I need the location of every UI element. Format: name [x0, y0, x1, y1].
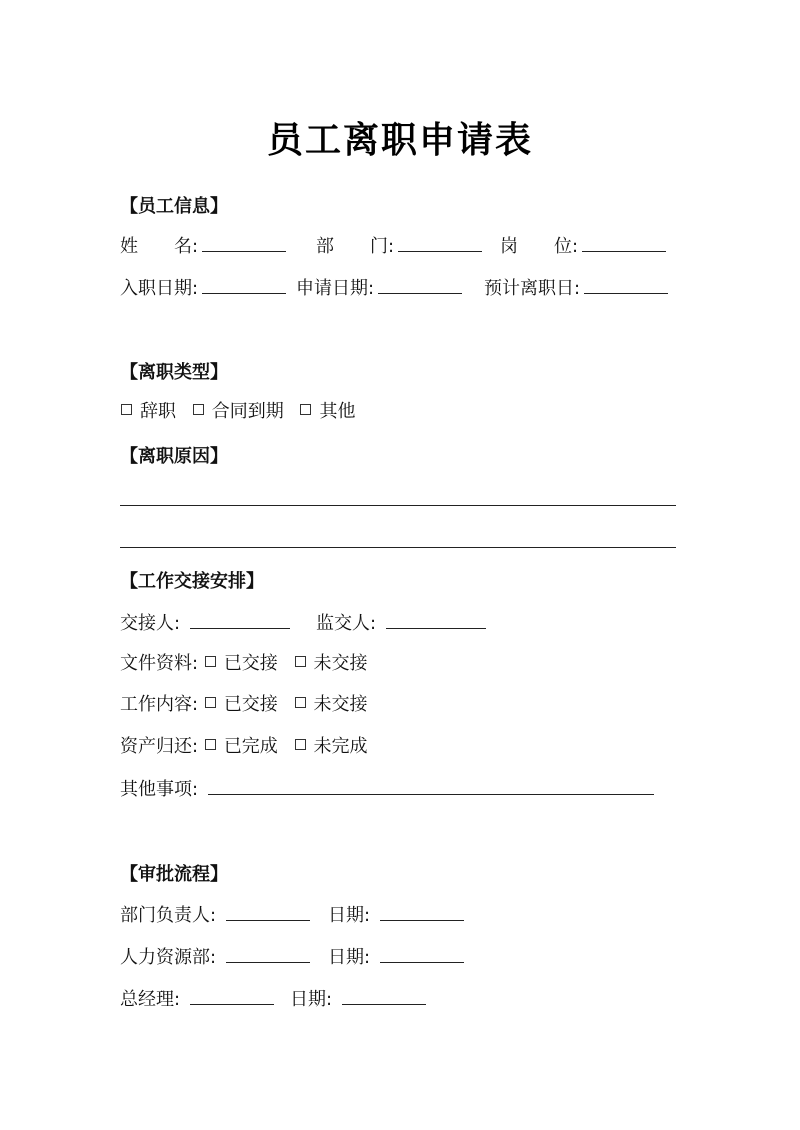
- other-items-row: [120, 774, 665, 802]
- employee-info-row-1: [120, 231, 680, 259]
- checkbox-icon[interactable]: [295, 697, 306, 708]
- expected-leave-date-label: 预计离职日:: [484, 278, 581, 299]
- section-heading-approval: 【审批流程】: [120, 864, 228, 885]
- documents-label: 文件资料:: [120, 653, 199, 674]
- work-content-row: [120, 691, 378, 719]
- department-label: 部 门:: [316, 236, 395, 257]
- dept-head-signature-field[interactable]: [226, 900, 310, 921]
- assets-option-done[interactable]: 已完成: [204, 736, 278, 757]
- assets-row: [120, 733, 378, 761]
- checkbox-icon[interactable]: [121, 404, 132, 415]
- hr-label: 人力资源部:: [120, 947, 217, 968]
- hr-approval-row: [120, 942, 480, 970]
- employee-info-row-2: [120, 273, 680, 301]
- checkbox-icon[interactable]: [300, 404, 311, 415]
- documents-option-done[interactable]: 已交接: [204, 653, 278, 674]
- assets-label: 资产归还:: [120, 736, 199, 757]
- gm-label: 总经理:: [120, 989, 181, 1010]
- gm-signature-field[interactable]: [190, 984, 274, 1005]
- date-label: 日期:: [290, 989, 333, 1010]
- work-content-option-done[interactable]: 已交接: [204, 694, 278, 715]
- dept-head-label: 部门负责人:: [120, 905, 217, 926]
- leave-reason-line-1[interactable]: [120, 505, 676, 506]
- leave-type-option-other[interactable]: 其他: [299, 401, 355, 422]
- other-items-label: 其他事项:: [120, 779, 199, 800]
- assets-option-pending[interactable]: 未完成: [294, 736, 368, 757]
- leave-type-options: [120, 398, 365, 426]
- supervisor-field[interactable]: [386, 608, 486, 629]
- apply-date-field[interactable]: [378, 273, 462, 294]
- position-field[interactable]: [582, 231, 666, 252]
- gm-approval-row: [120, 984, 440, 1012]
- checkbox-icon[interactable]: [295, 739, 306, 750]
- leave-reason-line-2[interactable]: [120, 547, 676, 548]
- hr-date-field[interactable]: [380, 942, 464, 963]
- section-heading-leave-type: 【离职类型】: [120, 362, 228, 383]
- date-label: 日期:: [328, 905, 371, 926]
- checkbox-icon[interactable]: [295, 656, 306, 667]
- other-items-field[interactable]: [208, 774, 654, 795]
- documents-option-pending[interactable]: 未交接: [294, 653, 368, 674]
- hr-signature-field[interactable]: [226, 942, 310, 963]
- checkbox-icon[interactable]: [205, 656, 216, 667]
- position-label: 岗 位:: [500, 236, 579, 257]
- work-content-option-pending[interactable]: 未交接: [294, 694, 368, 715]
- work-content-label: 工作内容:: [120, 694, 199, 715]
- hire-date-label: 入职日期:: [120, 278, 199, 299]
- section-heading-handover: 【工作交接安排】: [120, 571, 264, 592]
- handover-people-row: [120, 608, 520, 636]
- handover-person-field[interactable]: [190, 608, 290, 629]
- checkbox-icon[interactable]: [205, 697, 216, 708]
- leave-type-option-contract-end[interactable]: 合同到期: [192, 401, 284, 422]
- leave-type-option-resign[interactable]: 辞职: [120, 401, 176, 422]
- dept-head-approval-row: [120, 900, 480, 928]
- name-field[interactable]: [202, 231, 286, 252]
- checkbox-icon[interactable]: [193, 404, 204, 415]
- documents-row: [120, 650, 378, 678]
- gm-date-field[interactable]: [342, 984, 426, 1005]
- date-label: 日期:: [328, 947, 371, 968]
- checkbox-icon[interactable]: [205, 739, 216, 750]
- apply-date-label: 申请日期:: [296, 278, 375, 299]
- hire-date-field[interactable]: [202, 273, 286, 294]
- name-label: 姓 名:: [120, 236, 199, 257]
- expected-leave-date-field[interactable]: [584, 273, 668, 294]
- dept-head-date-field[interactable]: [380, 900, 464, 921]
- department-field[interactable]: [398, 231, 482, 252]
- supervisor-label: 监交人:: [316, 613, 377, 634]
- page-title: 员工离职申请表: [266, 120, 533, 161]
- section-heading-employee-info: 【员工信息】: [120, 196, 228, 217]
- handover-person-label: 交接人:: [120, 613, 181, 634]
- section-heading-leave-reason: 【离职原因】: [120, 446, 228, 467]
